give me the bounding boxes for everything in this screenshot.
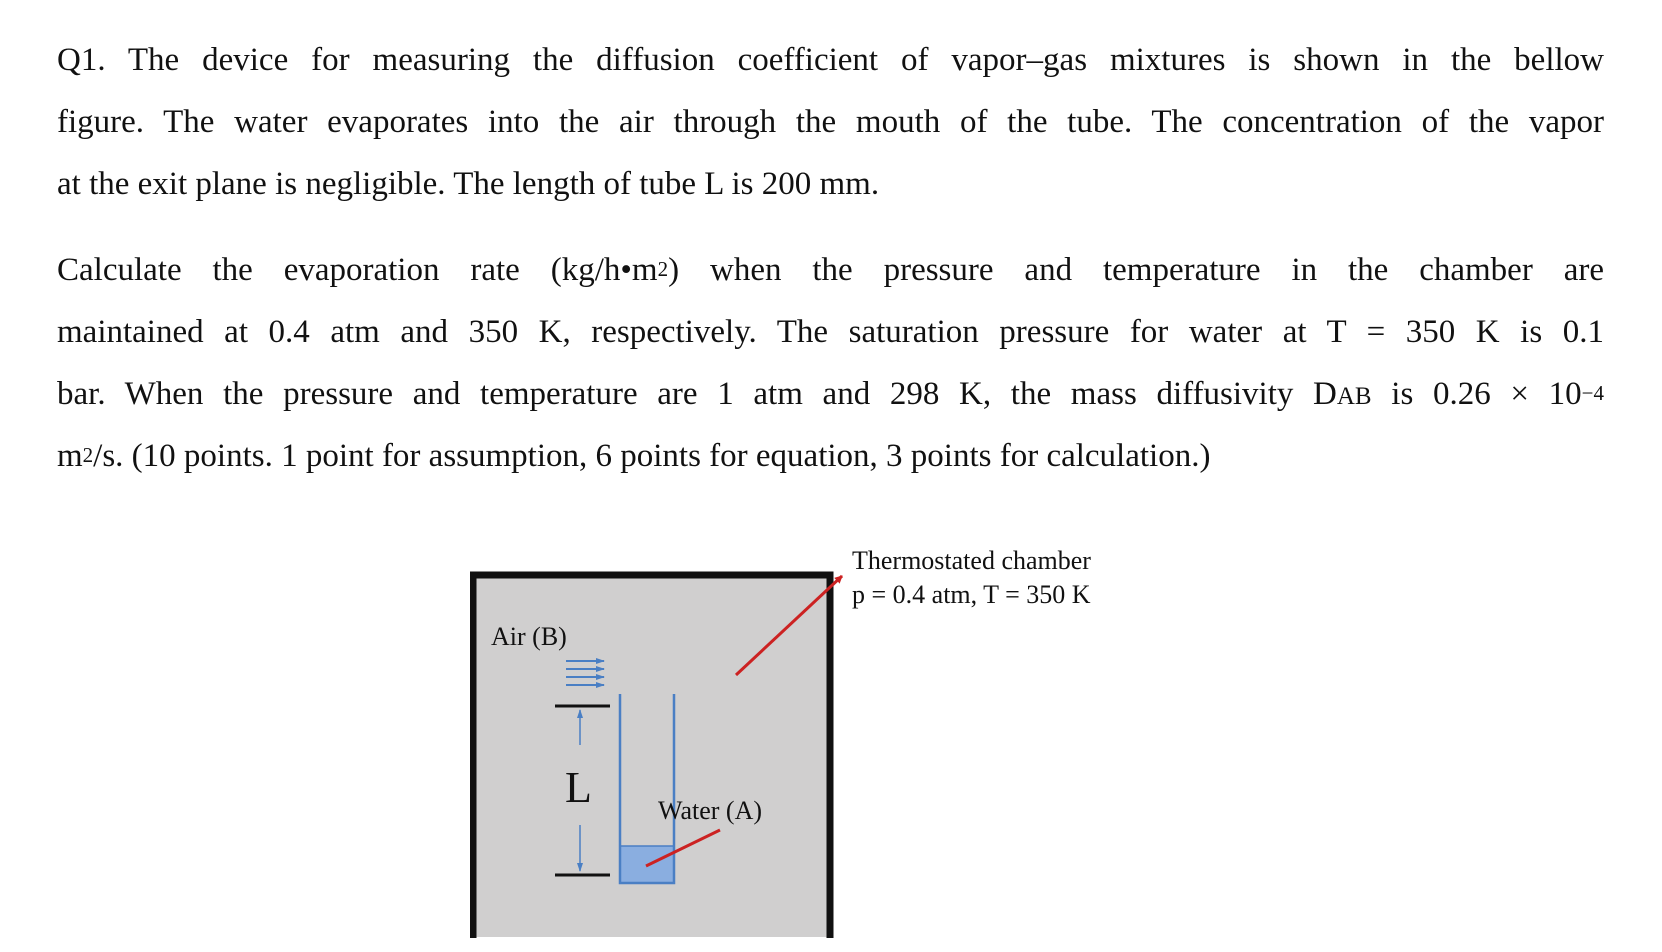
task-line-1 — [57, 250, 1604, 293]
question-line-3: at the exit plane is negligible. The length of tube L is 200 mm. — [57, 166, 880, 202]
task-line-4-b: /s. (10 points. 1 point for assumption, 6 points for equation, 3 points for calculation.) — [93, 438, 1211, 474]
question-line-1: Q1. The device for measuring the diffusion coefficient of vapor–gas mixtures is shown in the bellow — [57, 42, 1604, 78]
superscript: 2 — [657, 257, 669, 281]
length-label: L — [565, 763, 592, 812]
task-line-3-a: bar. When the pressure and temperature are 1 atm and 298 K, the mass diffusivity D — [57, 376, 1337, 412]
superscript: 2 — [82, 443, 94, 467]
chamber-caption — [852, 544, 1091, 612]
air-label: Air (B) — [491, 622, 567, 651]
task-line-4 — [57, 436, 1210, 479]
task-line-1-a: Calculate the evaporation rate (kg/h•m — [57, 252, 658, 288]
diffusion-apparatus-figure — [470, 570, 1210, 940]
task-line-3 — [57, 374, 1604, 417]
task-line-1-b: ) when the pressure and temperature in the chamber are — [668, 252, 1604, 288]
exponent: −4 — [1581, 381, 1605, 405]
task-line-4-a: m — [57, 438, 83, 474]
water-label: Water (A) — [658, 796, 763, 825]
task-line-2: maintained at 0.4 atm and 350 K, respectively. The saturation pressure for water at T = 350 K is 0.1 — [57, 314, 1604, 350]
chamber-conditions-label: p = 0.4 atm, T = 350 K — [852, 580, 1091, 609]
task-line-3-b: is 0.26 × 10 — [1371, 376, 1582, 412]
thermostated-chamber-label: Thermostated chamber — [852, 546, 1091, 575]
subscript-ab: AB — [1336, 383, 1372, 410]
question-line-2: figure. The water evaporates into the air through the mouth of the tube. The concentration of the vapor — [57, 104, 1604, 140]
